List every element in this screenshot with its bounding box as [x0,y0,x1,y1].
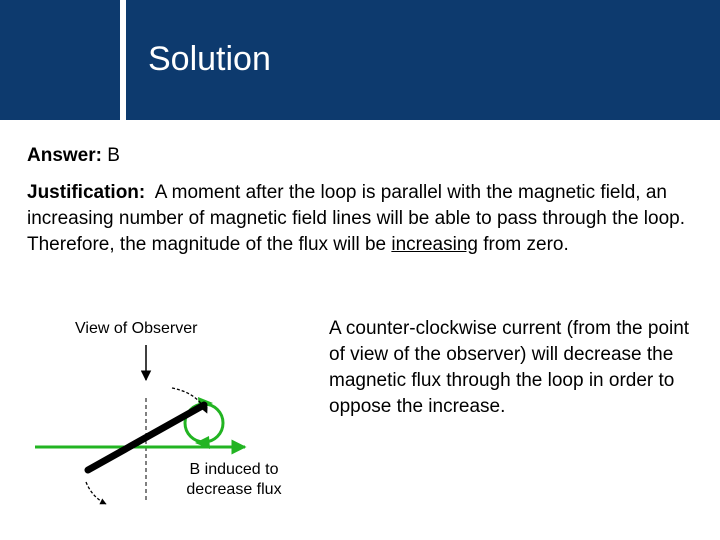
slide-title: Solution [148,40,271,78]
caption-line-2: decrease flux [186,481,282,498]
caption-line-1: B induced to [189,461,279,478]
induced-field-caption [178,460,290,500]
answer-value: B [107,145,120,166]
rotation-arc-bottom [86,482,106,504]
justification-label: Justification: [27,182,146,203]
justification-underlined: increasing [391,234,478,255]
justification-text-2: from zero. [477,234,569,255]
observer-label: View of Observer [75,320,198,337]
justification-text-1: A moment after the loop is parallel with the magnetic field, an increasing number of magnetic field lines will be able to pass through the loop. Therefore, the magnitude of the flux will be [27,182,685,255]
explanation-text: A counter-clockwise current (from the point of view of the observer) will decrease the magnetic flux through the loop in order to oppose the increase. [329,318,690,417]
answer-label: Answer: [27,145,102,166]
